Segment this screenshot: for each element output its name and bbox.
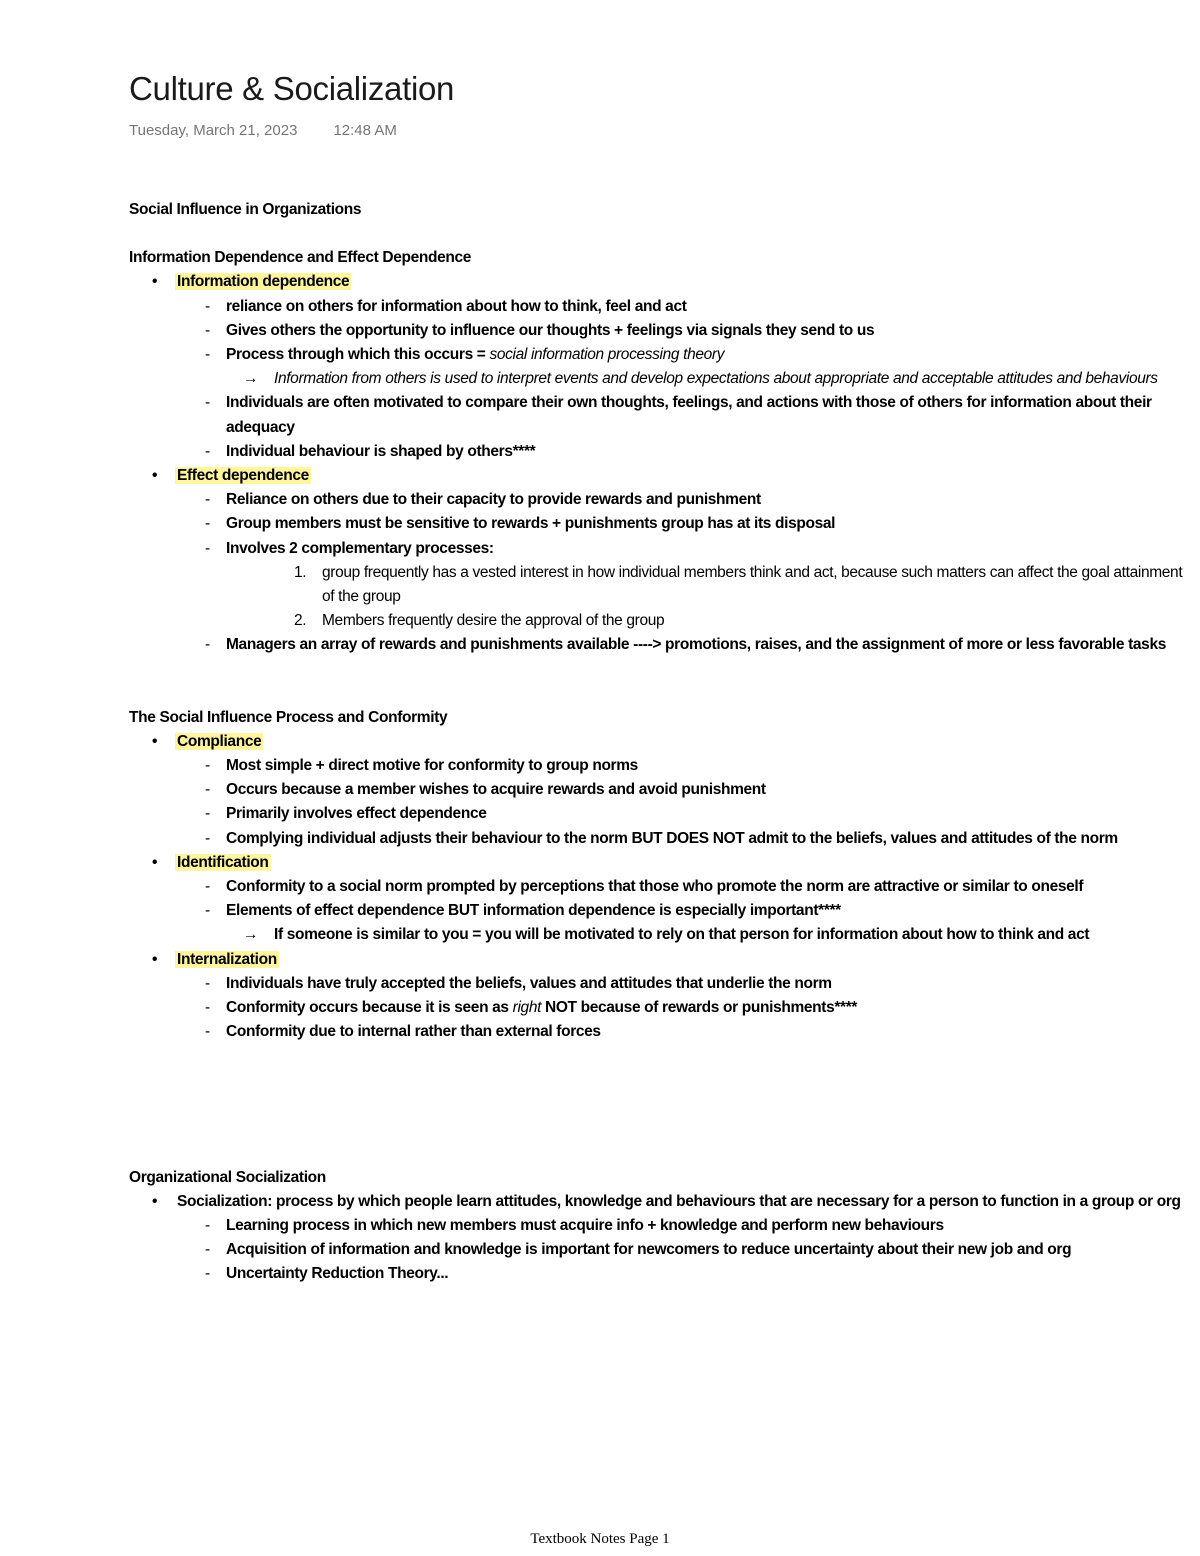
list-item [177, 391, 1189, 439]
dash-icon: - [205, 1241, 210, 1259]
bullet-icon: • [152, 467, 158, 485]
bullet-list [129, 730, 1189, 1045]
numbered-item [226, 561, 1189, 609]
page-footer: Textbook Notes Page 1 [530, 1531, 670, 1547]
list-item [177, 754, 1189, 778]
list-item [177, 1214, 1189, 1238]
item-text: NOT because of rewards or punishments**** [541, 999, 858, 1017]
dash-icon: - [205, 829, 210, 847]
bullet-icon: • [152, 853, 158, 871]
list-item [226, 367, 1189, 391]
section-heading: Organizational Socialization [129, 1168, 326, 1186]
dash-icon: - [205, 1216, 210, 1234]
list-item [129, 1190, 1189, 1287]
dash-icon: - [205, 757, 210, 775]
highlighted-term: Identification [177, 853, 269, 871]
section-heading: The Social Influence Process and Conformity [129, 708, 448, 726]
bullet-icon: • [152, 950, 158, 968]
list-item [129, 730, 1189, 851]
page-time: 12:48 AM [333, 122, 397, 139]
highlighted-term: Effect dependence [177, 467, 309, 485]
item-text: Elements of effect dependence BUT information dependence is especially important**** [226, 902, 841, 920]
list-item [129, 464, 1189, 658]
page-date: Tuesday, March 21, 2023 [129, 122, 298, 139]
list-item [129, 851, 1189, 948]
item-text: Individuals have truly accepted the beliefs, values and attitudes that underlie the norm [226, 974, 832, 992]
item-text: Reliance on others due to their capacity to provide rewards and punishment [226, 491, 761, 509]
highlighted-term: Compliance [177, 732, 262, 750]
italic-text: Information from others is used to interpret events and develop expectations about appropriate and acceptable attitudes and behaviours [274, 370, 1158, 388]
item-text: Acquisition of information and knowledge is important for newcomers to reduce uncertainty about their new job and org [226, 1241, 1072, 1259]
item-text: reliance on others for information about how to think, feel and act [226, 297, 687, 315]
highlighted-term: Information dependence [177, 273, 350, 291]
dash-icon: - [205, 902, 210, 920]
dash-icon: - [205, 321, 210, 339]
item-text: Conformity occurs because it is seen as [226, 999, 513, 1017]
item-number: 2. [294, 612, 307, 630]
dash-icon: - [205, 974, 210, 992]
item-text: Conformity due to internal rather than external forces [226, 1023, 601, 1041]
dash-icon: - [205, 636, 210, 654]
item-text: Involves 2 complementary processes: [226, 539, 494, 557]
section-subheading: Information Dependence and Effect Dependence [129, 249, 472, 267]
note-body [129, 198, 1189, 1287]
item-text: Primarily involves effect dependence [226, 805, 487, 823]
item-text: group frequently has a vested interest in how individual members think and act, because such matters can affect the goal attainment of the group [322, 563, 1183, 606]
numbered-item [226, 609, 1189, 633]
page-title: Culture & Socialization [129, 70, 455, 107]
dash-icon: - [205, 1023, 210, 1041]
dash-icon: - [205, 442, 210, 460]
dash-icon: - [205, 394, 210, 412]
list-item [177, 778, 1189, 802]
list-item [177, 827, 1189, 851]
italic-text: right [512, 999, 542, 1017]
list-item [177, 343, 1189, 391]
item-text: Individuals are often motivated to compare their own thoughts, feelings, and actions with those of others for information about their adequacy [226, 394, 1152, 436]
list-item [177, 537, 1189, 634]
item-text: Individual behaviour is shaped by others**** [226, 442, 536, 460]
list-item [129, 270, 1189, 464]
section-heading: Social Influence in Organizations [129, 201, 362, 218]
list-item [177, 295, 1189, 319]
item-text: Managers an array of rewards and punishments available ----> promotions, raises, and the assignment of more or less favorable tasks [226, 636, 1166, 654]
list-item [177, 488, 1189, 512]
item-text: Learning process in which new members must acquire info + knowledge and perform new behaviours [226, 1216, 944, 1234]
list-item [177, 996, 1189, 1020]
item-text: Complying individual adjusts their behaviour to the norm BUT DOES NOT admit to the beliefs, values and attitudes of the norm [226, 829, 1118, 847]
arrow-icon: → [243, 370, 259, 388]
list-item [129, 948, 1189, 1045]
dash-icon: - [205, 515, 210, 533]
bullet-icon: • [152, 732, 158, 750]
item-text: Group members must be sensitive to rewards + punishments group has at its disposal [226, 515, 836, 533]
list-item [177, 802, 1189, 826]
item-text: Gives others the opportunity to influence our thoughts + feelings via signals they send to us [226, 321, 875, 339]
bullet-icon: • [152, 1192, 158, 1210]
dash-icon: - [205, 346, 210, 364]
dash-icon: - [205, 999, 210, 1017]
arrow-icon: → [243, 926, 259, 944]
bullet-icon: • [152, 273, 158, 291]
list-item [177, 1262, 1189, 1286]
list-item [177, 1238, 1189, 1262]
bullet-list [129, 1190, 1189, 1287]
dash-icon: - [205, 805, 210, 823]
dash-icon: - [205, 781, 210, 799]
item-text: Occurs because a member wishes to acquire rewards and avoid punishment [226, 781, 766, 799]
item-text: If someone is similar to you = you will be motivated to rely on that person for information about how to think and act [274, 926, 1090, 944]
item-text: Conformity to a social norm prompted by perceptions that those who promote the norm are attractive or similar to oneself [226, 878, 1084, 896]
dash-icon: - [205, 539, 210, 557]
list-item [177, 512, 1189, 536]
dash-icon: - [205, 878, 210, 896]
dash-icon: - [205, 1265, 210, 1283]
dash-icon: - [205, 297, 210, 315]
item-text: Uncertainty Reduction Theory... [226, 1265, 449, 1283]
highlighted-term: Internalization [177, 950, 277, 968]
bullet-list [129, 270, 1189, 657]
list-item [177, 319, 1189, 343]
page-timestamp [129, 122, 397, 139]
item-text: Socialization: process by which people learn attitudes, knowledge and behaviours that are necessary for a person to function in a group or org [177, 1192, 1181, 1210]
list-item [177, 440, 1189, 464]
list-item [177, 875, 1189, 899]
list-item [177, 1020, 1189, 1044]
list-item [177, 972, 1189, 996]
list-item [177, 633, 1189, 657]
list-item [226, 923, 1189, 947]
item-text: Members frequently desire the approval of the group [322, 612, 665, 630]
item-text: Most simple + direct motive for conformity to group norms [226, 757, 638, 775]
item-text: Process through which this occurs = [226, 346, 490, 364]
italic-text: social information processing theory [489, 346, 725, 364]
item-number: 1. [294, 563, 307, 581]
dash-icon: - [205, 491, 210, 509]
list-item [177, 899, 1189, 947]
